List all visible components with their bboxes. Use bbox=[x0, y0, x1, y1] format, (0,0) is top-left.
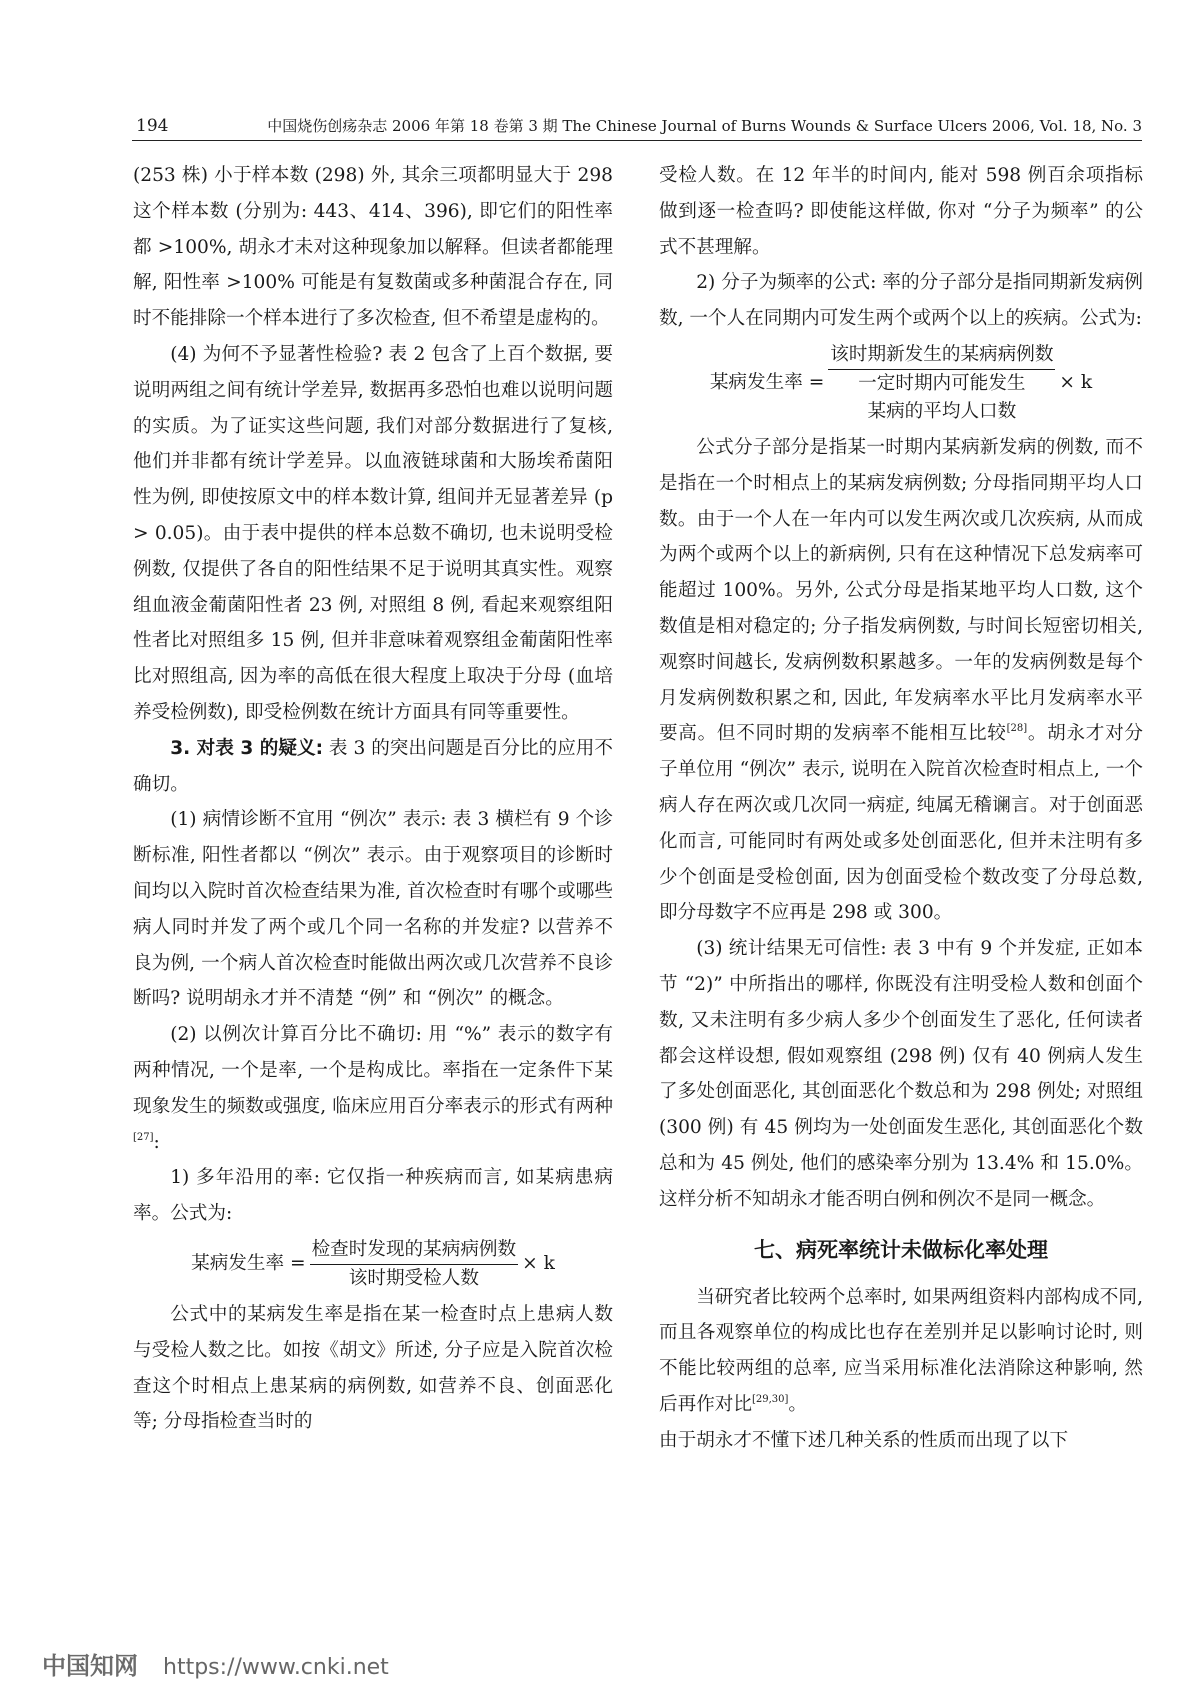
formula-denominator bbox=[856, 370, 1027, 426]
paragraph bbox=[659, 430, 1143, 931]
formula-lhs: 某病发生率 = bbox=[191, 1253, 306, 1275]
paragraph-text: 。胡永才对分子单位用 “例次” 表示, 说明在入院首次检查时相点上, 一个病人存在两次或几次同一病症, 纯属无稽谰言。对于创面恶化而言, 可能同时有两处或多处创面恶化, 但并未注明有多少个创面是受检创面, 因为创面受检个数改变了分母总数, 即分母数字不应再是 298 或 300。 bbox=[659, 723, 1143, 924]
paragraph: 公式中的某病发生率是指在某一检查时点上患病人数与受检人数之比。如按《胡文》所述, 分子应是入院首次检查这个时相点上患某病的病例数, 如营养不良、创面恶化等; 分母指检查当时的 bbox=[133, 1303, 613, 1433]
left-column bbox=[133, 158, 613, 1440]
subsection-heading: 3. 对表 3 的疑义: bbox=[170, 737, 324, 759]
paragraph: (4) 为何不予显著性检验? 表 2 包含了上百个数据, 要说明两组之间有统计学差异, 数据再多恐怕也难以说明问题的实质。为了证实这些问题, 我们对部分数据进行了复核, 他们并非都有统计学差异。以血液链球菌和大肠埃希菌阳性为例, 即使按原文中的样本数计算, 组间并无显著差异 (p > 0.05)。由于表中提供的样本总数不确切, 也未说明受检例数, 仅提供了各自的阳性结果不足于说明其真实性。观察组血液金葡菌阳性者 23 例, 对照组 8 例, 看起来观察组阳性者比对照组多 15 例, 但并非意味着观察组金葡菌阳性率比对照组高, 因为率的高低在很大程度上取决于分母 (血培养受检例数), 即受检例数在统计方面具有同等重要性。 bbox=[133, 343, 613, 723]
paragraph: (253 株) 小于样本数 (298) 外, 其余三项都明显大于 298 这个样本数 (分别为: 443、414、396), 即它们的阳性率都 >100%, 胡永才未对这种现象加以解释。但读者都能理解, 阳性率 >100% 可能是有复数菌或多种菌混合存在, 同时不能排除一个样本进行了多次检查, 但不希望是虚构的。 bbox=[133, 165, 613, 330]
formula-denominator: 该时期受检人数 bbox=[348, 1267, 479, 1289]
paragraph-text: 表 3 的突出问题是百分比的应用不确切。 bbox=[133, 737, 614, 795]
paragraph-text: (2) 以例次计算百分比不确切: 用 “%” 表示的数字有两种情况, 一个是率, 一个是构成比。率指在一定条件下某现象发生的频数或强度, 临床应用百分率表示的形式有两种 bbox=[133, 1024, 613, 1117]
paragraph-text: 当研究者比较两个总率时, 如果两组资料内部构成不同, 而且各观察单位的构成比也存在差别并足以影响讨论时, 则不能比较两组的总率, 应当采用标准化法消除这种影响, 然后再作对比 bbox=[659, 1286, 1143, 1415]
paragraph: 受检人数。在 12 年半的时间内, 能对 598 例百余项指标做到逐一检查吗? 即使能这样做, 你对 “分子为频率” 的公式不甚理解。 bbox=[659, 165, 1143, 258]
citation-ref: [29,30] bbox=[751, 1393, 789, 1405]
page-number: 194 bbox=[136, 116, 169, 136]
formula-incidence bbox=[659, 341, 1143, 426]
paragraph bbox=[133, 1017, 613, 1160]
citation-ref: [28] bbox=[1006, 723, 1028, 735]
paragraph: 1) 多年沿用的率: 它仅指一种疾病而言, 如某病患病率。公式为: bbox=[133, 1167, 613, 1225]
watermark-footer bbox=[42, 1646, 389, 1681]
section-heading: 七、病死率统计未做标化率处理 bbox=[754, 1237, 1048, 1262]
paragraph-text: 公式分子部分是指某一时期内某病新发病的例数, 而不是指在一个时相点上的某病发病例数; 分母指同期平均人口数。由于一个人在一年内可以发生两次或几次疾病, 从而成为两个或两个以上的新病例, 只有在这种情况下总发病率可能超过 100%。另外, 公式分母是指某地平均人口数, 这个数值是相对稳定的; 分子指发病例数, 与时间长短密切相关, 观察时间越长, 发病例数积累越多。一年的发病例数是每个月发病例数积累之和, 因此, 年发病率水平比月发病率水平要高。但不同时期的发病率不能相互比较 bbox=[659, 436, 1143, 745]
formula-numerator: 检查时发现的某病病例数 bbox=[310, 1236, 519, 1265]
formula-prevalence bbox=[133, 1236, 613, 1293]
paragraph bbox=[133, 731, 613, 803]
formula-fraction bbox=[310, 1236, 519, 1293]
formula-numerator: 该时期新发生的某病病例数 bbox=[828, 341, 1055, 370]
formula-denominator-line1: 一定时期内可能发生 bbox=[858, 372, 1026, 394]
right-column bbox=[659, 158, 1143, 1459]
paragraph: 由于胡永才不懂下述几种关系的性质而出现了以下 bbox=[659, 1429, 1069, 1451]
paragraph bbox=[659, 1280, 1143, 1423]
paragraph: 2) 分子为频率的公式: 率的分子部分是指同期新发病例数, 一个人在同期内可发生两个或两个以上的疾病。公式为: bbox=[659, 272, 1143, 330]
formula-denominator-line2: 某病的平均人口数 bbox=[867, 400, 1017, 422]
cnki-url[interactable]: https://www.cnki.net bbox=[163, 1655, 389, 1680]
cnki-logo: 中国知网 bbox=[42, 1652, 138, 1680]
formula-lhs: 某病发生率 = bbox=[709, 372, 825, 394]
formula-multiplier: × k bbox=[522, 1253, 555, 1275]
formula-fraction bbox=[828, 341, 1055, 426]
formula-multiplier: × k bbox=[1059, 372, 1093, 394]
journal-citation: 中国烧伤创疡杂志 2006 年第 18 卷第 3 期 The Chinese Journal of Burns Wounds & Surface Ulcers 2006, Vol. 18, No. 3 bbox=[267, 117, 1142, 135]
running-header bbox=[132, 112, 1142, 141]
citation-ref: [27] bbox=[133, 1131, 154, 1143]
paragraph-text: 。 bbox=[788, 1393, 808, 1415]
paragraph-text: : bbox=[153, 1131, 160, 1153]
paragraph: (1) 病情诊断不宜用 “例次” 表示: 表 3 横栏有 9 个诊断标准, 阳性者都以 “例次” 表示。由于观察项目的诊断时间均以入院时首次检查结果为准, 首次检查时有哪个或哪些病人同时并发了两个或几个同一名称的并发症? 以营养不良为例, 一个病人首次检查时能做出两次或几次营养不良诊断吗? 说明胡永才并不清楚 “例” 和 “例次” 的概念。 bbox=[133, 809, 613, 1010]
paragraph: (3) 统计结果无可信性: 表 3 中有 9 个并发症, 正如本节 “2)” 中所指出的哪样, 你既没有注明受检人数和创面个数, 又未注明有多少病人多少个创面发生了恶化, 任何读者都会这样设想, 假如观察组 (298 例) 仅有 40 例病人发生了多处创面恶化, 其创面恶化个数总和为 298 例处; 对照组 (300 例) 有 45 例均为一处创面发生恶化, 其创面恶化个数总和为 45 例处, 他们的感染率分别为 13.4% 和 15.0%。这样分析不知胡永才能否明白例和例次不是同一概念。 bbox=[659, 938, 1143, 1210]
